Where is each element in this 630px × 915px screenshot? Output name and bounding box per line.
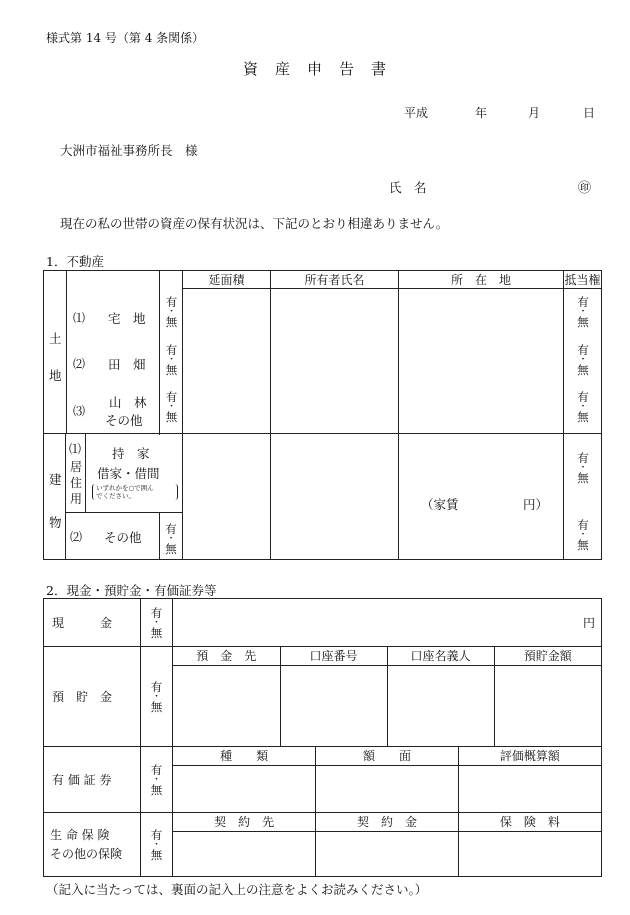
footer-note: （記入に当たっては、裏面の記入上の注意をよくお読みください。） — [46, 882, 428, 897]
insurance-detail-cell — [173, 813, 602, 877]
securities-valuation-cell[interactable] — [458, 765, 601, 812]
insurance-header-contractor: 契 約 先 — [173, 813, 316, 831]
land-yes-no-1: 有 ・ 無 — [165, 295, 178, 329]
securities-face-value-cell[interactable] — [316, 765, 459, 812]
header-floor-area: 延面積 — [183, 271, 271, 289]
other-label: その他 — [104, 530, 142, 545]
insurance-header-contract-amount: 契 約 金 — [316, 813, 459, 831]
page-title: 資 産 申 告 書 — [242, 60, 387, 78]
circle-note — [92, 484, 178, 501]
building-owner-cell[interactable] — [271, 434, 399, 560]
name-label: 氏 名 — [389, 180, 427, 195]
residence-v3: 用 — [70, 492, 83, 506]
securities-yes-no-cell — [141, 747, 173, 813]
cash-yes-no-cell — [141, 599, 173, 647]
cash-unit: 円 — [582, 616, 595, 630]
land-item-label-2: 田 畑 — [108, 357, 146, 372]
rent-unit: 円） — [523, 496, 549, 512]
residence-num: ⑴ — [69, 442, 82, 456]
residence-v1: 居 — [70, 460, 83, 474]
insurance-yes-no: 有 ・ 無 — [150, 827, 163, 862]
deposit-amount-cell[interactable] — [494, 665, 601, 746]
residence-type-cell[interactable] — [86, 434, 183, 513]
securities-yes-no: 有 ・ 無 — [150, 762, 163, 797]
header-mortgage: 抵当権 — [564, 271, 602, 289]
cash-label: 現 金 — [44, 599, 141, 647]
cash-yes-no: 有 ・ 無 — [150, 605, 163, 640]
building-other-cell — [66, 513, 160, 560]
securities-header-face-value: 額 面 — [316, 747, 459, 765]
header-location: 所 在 地 — [399, 271, 564, 289]
building-other-yes-no: 有 ・ 無 — [165, 521, 177, 556]
building-mortgage-yes-no-1: 有 ・ 無 — [577, 450, 589, 485]
form-number: 様式第 14 号（第 4 条関係） — [46, 31, 205, 45]
declaration: 現在の私の世帯の資産の保有状況は、下記のとおり相違ありません。 — [60, 216, 449, 231]
deposit-header-account-number: 口座番号 — [280, 647, 387, 665]
insurance-label-2: その他の保険 — [50, 846, 123, 861]
date-month: 月 — [528, 106, 541, 120]
rented-option[interactable]: 借家・借間 — [97, 466, 160, 481]
deposit-detail-cell — [173, 647, 602, 747]
date-era: 平成 — [404, 106, 429, 120]
securities-type-cell[interactable] — [173, 765, 316, 812]
residence-v2: 住 — [70, 476, 83, 490]
circle-note-2: でください。 — [96, 492, 135, 500]
deposit-header-bank: 預 金 先 — [173, 647, 280, 665]
deposit-header-amount: 預貯金額 — [494, 647, 601, 665]
building-mortgage-cell — [564, 434, 602, 560]
insurance-yes-no-cell — [141, 813, 173, 877]
land-yes-no-3: 有 ・ 無 — [165, 390, 178, 424]
land-yes-no-column — [160, 271, 183, 434]
land-owner-cell[interactable] — [271, 289, 399, 434]
land-mortgage-cell — [564, 289, 602, 434]
insurance-premium-cell[interactable] — [458, 831, 601, 876]
land-item-label-3b: その他 — [105, 413, 143, 428]
rent-label: （家賃 — [421, 496, 459, 512]
deposit-header-account-holder: 口座名義人 — [387, 647, 494, 665]
insurance-label-cell — [44, 813, 141, 877]
building-location-cell[interactable] — [399, 434, 564, 560]
land-item-num-2: ⑵ — [73, 357, 86, 371]
date-year: 年 — [475, 106, 488, 120]
securities-detail-cell — [173, 747, 602, 813]
building-floor-area-cell[interactable] — [183, 434, 271, 560]
deposit-label: 預 貯 金 — [44, 647, 141, 747]
deposit-yes-no-cell — [141, 647, 173, 747]
date-day: 日 — [583, 106, 596, 120]
real-estate-table — [43, 270, 602, 560]
seal-mark: ㊞ — [578, 181, 592, 196]
land-item-num-1: ⑴ — [73, 311, 86, 325]
cash-amount-cell[interactable] — [173, 599, 602, 647]
land-mortgage-yes-no-1: 有 ・ 無 — [577, 295, 589, 329]
land-item-label-1: 宅 地 — [108, 311, 146, 326]
land-block — [44, 271, 160, 434]
insurance-contract-amount-cell[interactable] — [316, 831, 459, 876]
land-item-num-3: ⑶ — [73, 404, 86, 418]
securities-label: 有 価 証 券 — [44, 747, 141, 813]
building-label-cell — [44, 434, 66, 560]
building-mortgage-yes-no-2: 有 ・ 無 — [577, 517, 589, 552]
land-yes-no-2: 有 ・ 無 — [165, 343, 178, 377]
insurance-header-premium: 保 険 料 — [458, 813, 601, 831]
deposit-account-number-cell[interactable] — [280, 665, 387, 746]
building-label-1: 建 — [49, 471, 62, 487]
other-num: ⑵ — [70, 530, 83, 544]
section-real-estate-title: 1．不動産 — [46, 254, 104, 269]
deposit-bank-cell[interactable] — [173, 665, 280, 746]
land-location-cell[interactable] — [399, 289, 564, 434]
building-label-2: 物 — [49, 514, 62, 530]
securities-header-valuation: 評価概算額 — [458, 747, 601, 765]
insurance-label-1: 生 命 保 険 — [50, 827, 110, 842]
land-item-label-3a: 山 林 — [109, 395, 147, 410]
building-other-yes-no-cell — [160, 513, 183, 560]
header-owner-name: 所有者氏名 — [271, 271, 399, 289]
section-financial-title: 2．現金・預貯金・有価証券等 — [46, 583, 217, 598]
land-label-2: 地 — [49, 368, 62, 383]
owned-house-option[interactable]: 持 家 — [112, 446, 150, 461]
securities-header-type: 種 類 — [173, 747, 316, 765]
insurance-contractor-cell[interactable] — [173, 831, 316, 876]
addressee: 大洲市福祉事務所長 様 — [60, 143, 198, 158]
residence-number-cell — [66, 434, 86, 513]
land-label-1: 土 — [49, 331, 62, 346]
land-mortgage-yes-no-2: 有 ・ 無 — [577, 343, 589, 377]
deposit-account-holder-cell[interactable] — [387, 665, 494, 746]
financial-table — [43, 598, 602, 877]
land-mortgage-yes-no-3: 有 ・ 無 — [577, 390, 589, 424]
land-floor-area-cell[interactable] — [183, 289, 271, 434]
deposit-yes-no: 有 ・ 無 — [150, 679, 163, 714]
circle-note-1: いずれかを○で囲ん — [96, 484, 154, 492]
